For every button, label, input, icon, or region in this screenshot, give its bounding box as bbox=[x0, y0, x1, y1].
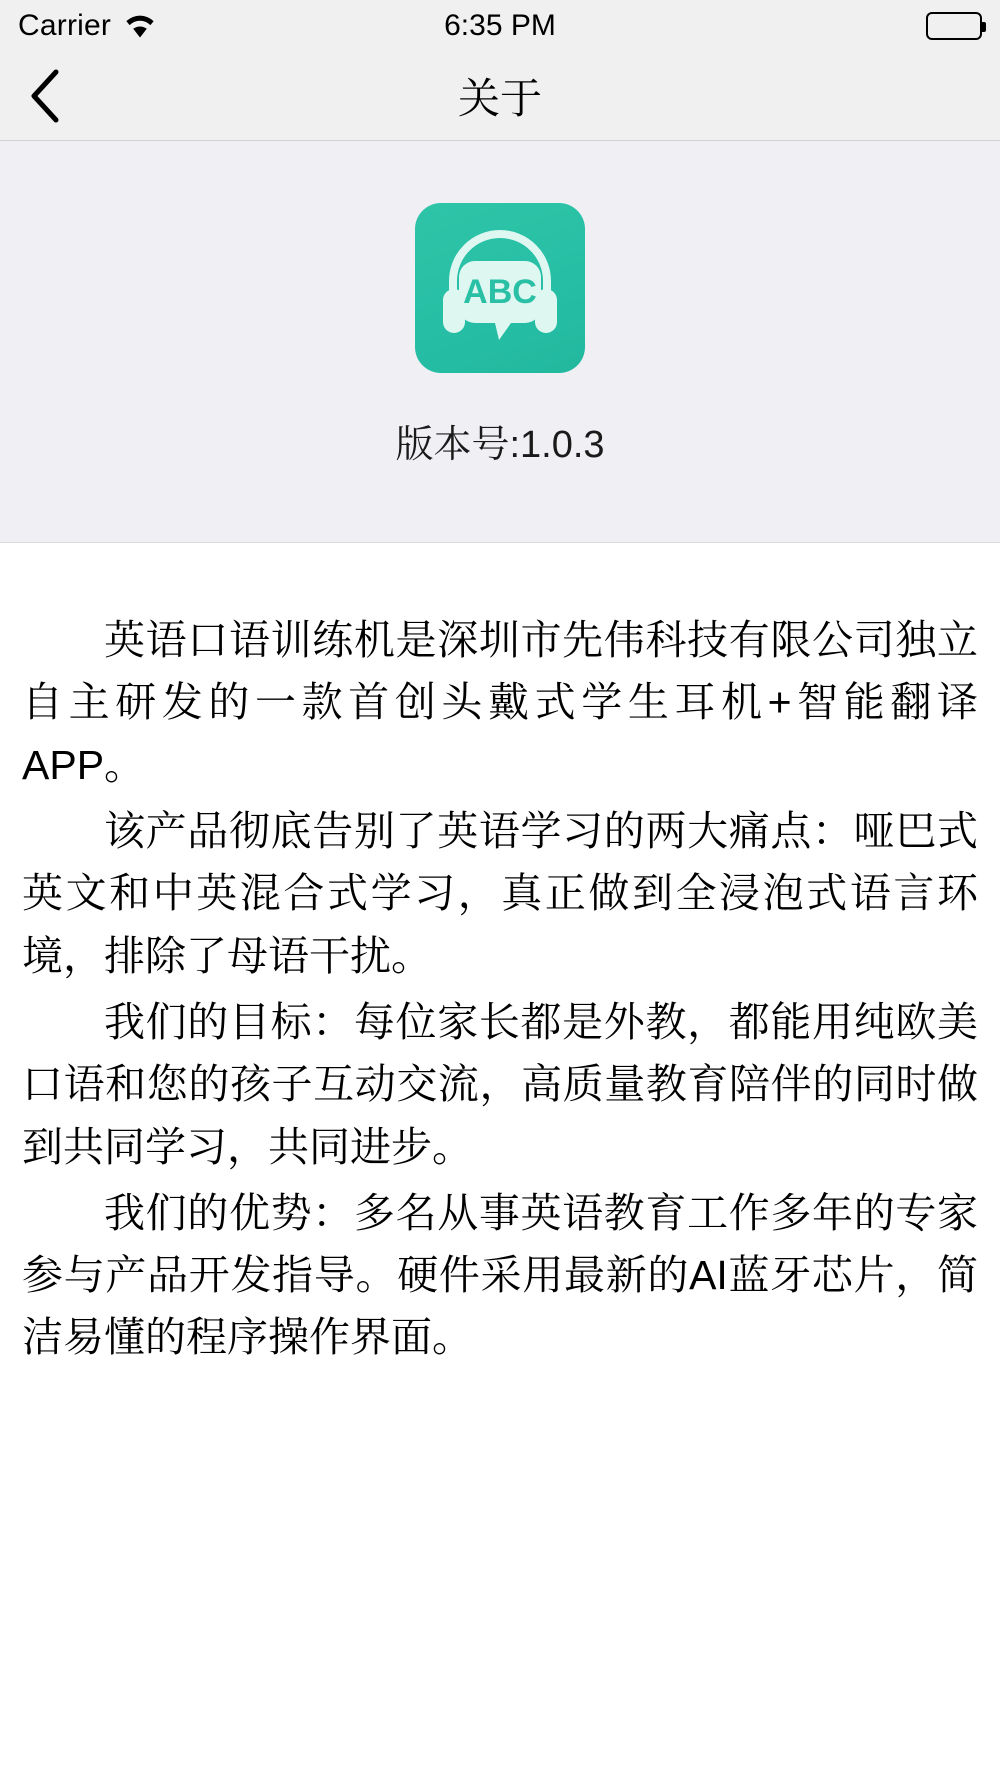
about-paragraph: 该产品彻底告别了英语学习的两大痛点：哑巴式英文和中英混合式学习，真正做到全浸泡式语言环境，排除了母语干扰。 bbox=[22, 807, 978, 979]
carrier-label: Carrier bbox=[18, 9, 112, 42]
svg-text:ABC: ABC bbox=[463, 273, 537, 311]
about-paragraph: 我们的优势：多名从事英语教育工作多年的专家参与产品开发指导。硬件采用最新的AI蓝牙芯片，简洁易懂的程序操作界面。 bbox=[22, 1189, 978, 1361]
back-button[interactable] bbox=[0, 52, 90, 140]
status-bar bbox=[0, 0, 1000, 52]
about-description bbox=[0, 543, 1000, 1369]
nav-bar bbox=[0, 52, 1000, 141]
version-label: 版本号:1.0.3 bbox=[395, 424, 605, 466]
app-info-panel bbox=[0, 141, 1000, 543]
battery-full-icon bbox=[926, 12, 982, 40]
status-bar-right bbox=[926, 12, 982, 40]
status-bar-left bbox=[18, 9, 157, 43]
wifi-icon bbox=[123, 13, 157, 39]
battery-cap bbox=[982, 22, 986, 32]
about-paragraph: 英语口语训练机是深圳市先伟科技有限公司独立自主研发的一款首创头戴式学生耳机+智能翻译APP。 bbox=[22, 617, 978, 788]
status-time: 6:35 PM bbox=[444, 9, 556, 42]
page-title: 关于 bbox=[457, 75, 542, 122]
app-logo-abc-headphones-icon bbox=[415, 203, 585, 373]
chevron-left-icon bbox=[27, 67, 63, 125]
about-paragraph: 我们的目标：每位家长都是外教，都能用纯欧美口语和您的孩子互动交流，高质量教育陪伴的同时做到共同学习，共同进步。 bbox=[22, 998, 978, 1170]
